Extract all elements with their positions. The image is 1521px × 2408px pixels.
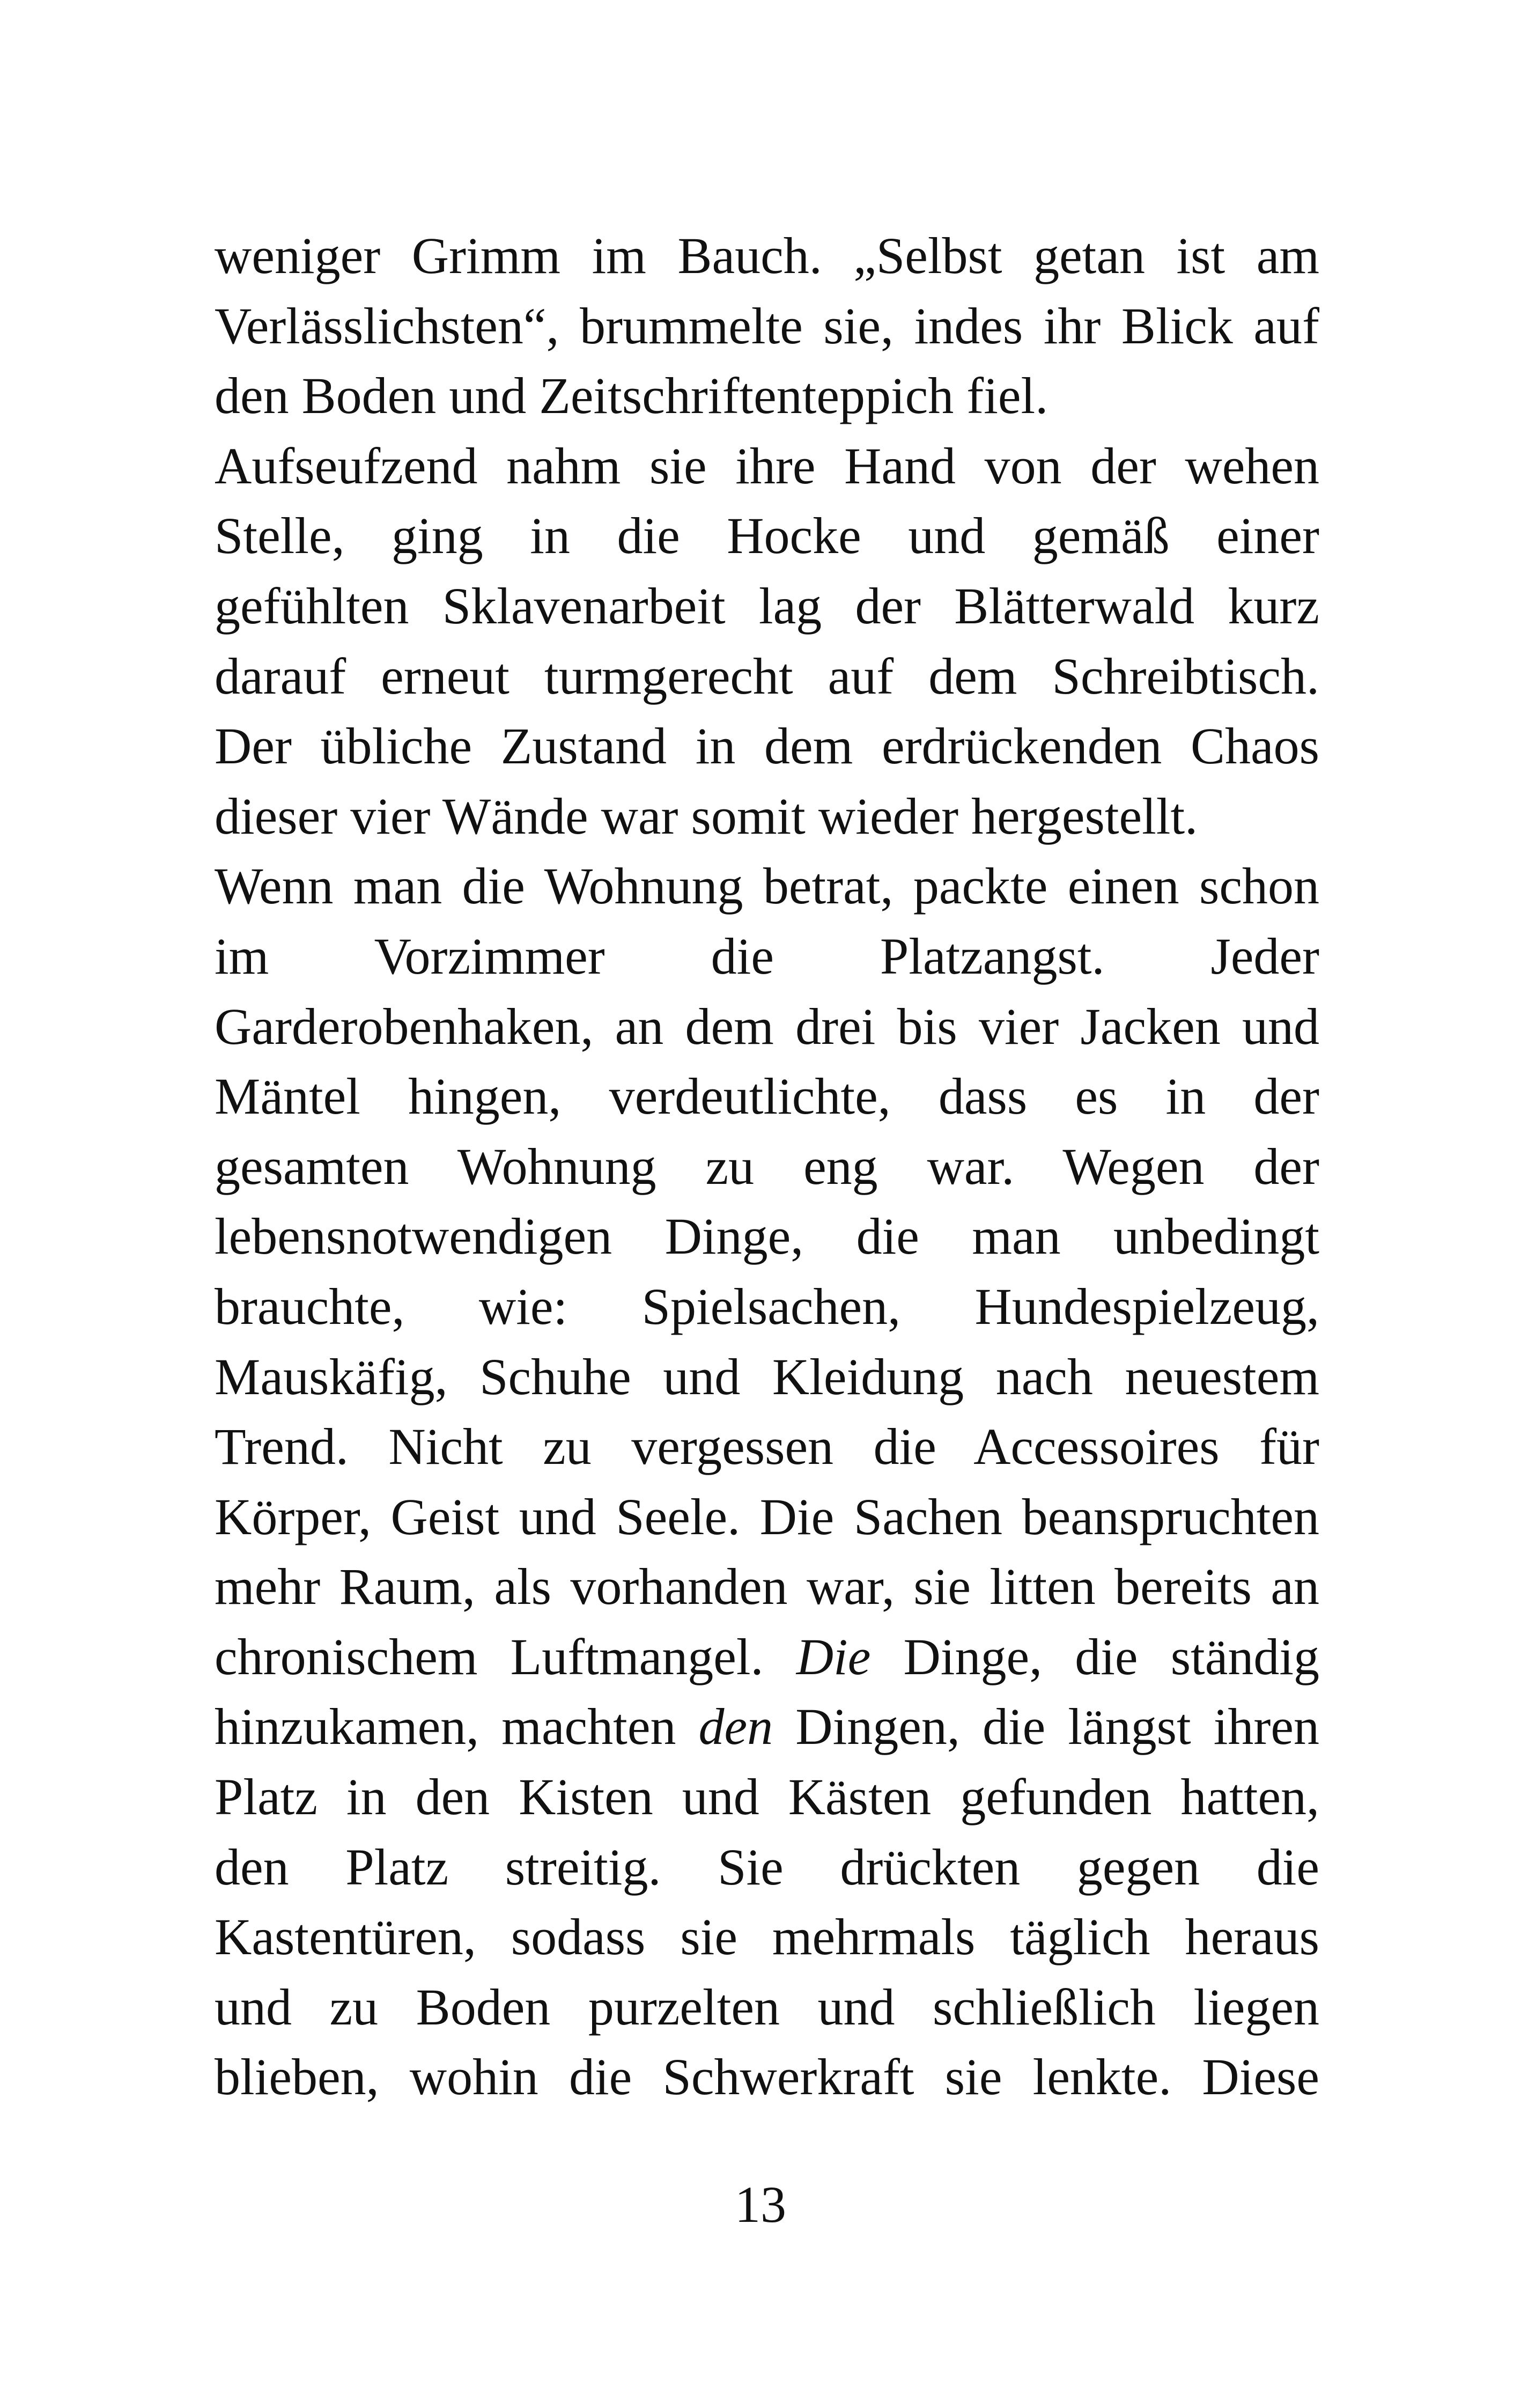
text-line: Platz in den Kisten und Kästen gefunden hatten, bbox=[215, 1768, 1319, 1826]
text-line: mehr Raum, als vorhanden war, sie litten bereits an bbox=[215, 1558, 1319, 1616]
page-number: 13 bbox=[735, 2176, 786, 2233]
text-line: Stelle, ging in die Hocke und gemäß einer bbox=[215, 507, 1319, 565]
text-line: gesamten Wohnung zu eng war. Wegen der bbox=[215, 1137, 1319, 1195]
text-line: dieser vier Wände war somit wieder hergestellt. bbox=[215, 787, 1198, 845]
text-line: blieben, wohin die Schwerkraft sie lenkte. Diese bbox=[215, 2048, 1319, 2106]
text-segment: Dinge, die ständig bbox=[870, 1628, 1319, 1685]
text-line: und zu Boden purzelten und schließlich liegen bbox=[215, 1978, 1319, 2036]
text-line bbox=[215, 1692, 1319, 1762]
text-line: Mäntel hingen, verdeutlichte, dass es in der bbox=[215, 1067, 1319, 1125]
text-line: Verlässlichsten“, brummelte sie, indes ihr Blick auf bbox=[215, 297, 1319, 355]
text-line: Trend. Nicht zu vergessen die Accessoires für bbox=[215, 1418, 1319, 1476]
text-line: weniger Grimm im Bauch. „Selbst getan ist am bbox=[215, 227, 1319, 284]
emphasized-word: den bbox=[698, 1698, 773, 1756]
text-line: Der übliche Zustand in dem erdrückenden Chaos bbox=[215, 717, 1319, 775]
text-segment: chronischem Luftmangel. bbox=[215, 1628, 796, 1685]
text-line: Garderobenhaken, an dem drei bis vier Jacken und bbox=[215, 997, 1319, 1055]
emphasized-word: Die bbox=[796, 1628, 871, 1685]
text-line: Kastentüren, sodass sie mehrmals täglich heraus bbox=[215, 1908, 1319, 1966]
text-line: Mauskäfig, Schuhe und Kleidung nach neuestem bbox=[215, 1347, 1319, 1405]
text-line: im Vorzimmer die Platzangst. Jeder bbox=[215, 927, 1319, 985]
text-line: den Platz streitig. Sie drückten gegen die bbox=[215, 1838, 1319, 1896]
text-segment: Dingen, die längst ihren bbox=[773, 1698, 1319, 1756]
text-line: brauchte, wie: Spielsachen, Hundespielzeug, bbox=[215, 1277, 1319, 1335]
text-line: den Boden und Zeitschriftenteppich fiel. bbox=[215, 367, 1049, 425]
text-line bbox=[215, 1622, 1319, 1692]
text-line: Aufseufzend nahm sie ihre Hand von der wehen bbox=[215, 437, 1319, 495]
text-line: Körper, Geist und Seele. Die Sachen beanspruchten bbox=[215, 1487, 1319, 1545]
text-line: darauf erneut turmgerecht auf dem Schreibtisch. bbox=[215, 647, 1319, 705]
text-line: lebensnotwendigen Dinge, die man unbedingt bbox=[215, 1207, 1319, 1265]
text-line: Wenn man die Wohnung betrat, packte einen schon bbox=[215, 857, 1319, 915]
body-text bbox=[215, 221, 1319, 2112]
text-line: gefühlten Sklavenarbeit lag der Blätterwald kurz bbox=[215, 577, 1319, 635]
text-segment: hinzukamen, machten bbox=[215, 1698, 699, 1756]
